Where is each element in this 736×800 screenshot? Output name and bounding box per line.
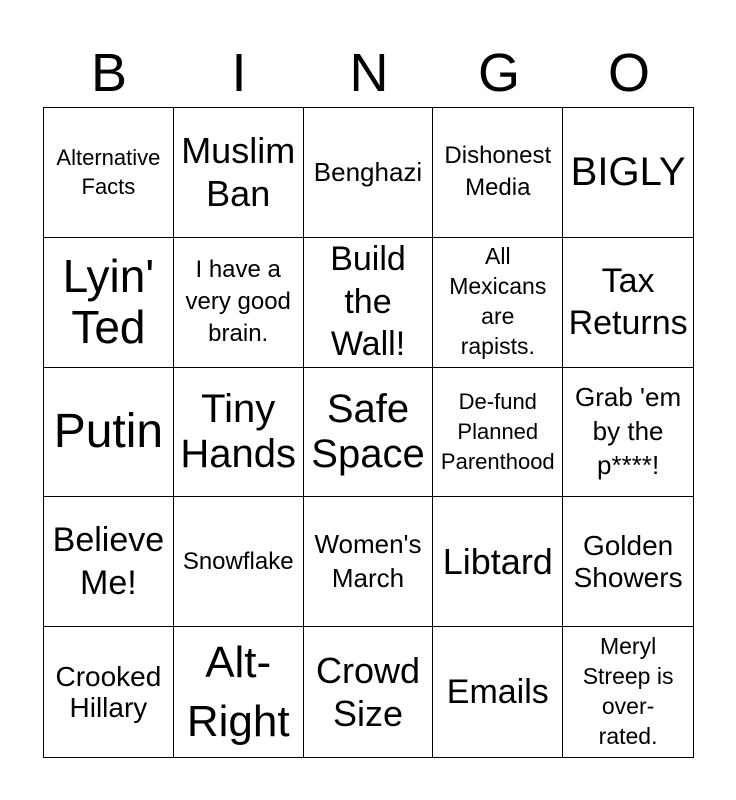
bingo-cell-r2-c1[interactable] (174, 368, 304, 498)
bingo-cell-r1-c3[interactable] (433, 238, 563, 368)
bingo-cell-r0-c3[interactable] (433, 108, 563, 238)
bingo-cell-r3-c3[interactable] (433, 497, 563, 627)
bingo-cell-text: Tax Returns (568, 261, 688, 343)
bingo-board (43, 107, 694, 758)
bingo-cell-r0-c4[interactable] (563, 108, 693, 238)
bingo-cell-r0-c1[interactable] (174, 108, 304, 238)
bingo-cell-text: Snowflake (182, 547, 294, 575)
bingo-cell-text: De-fund Planned Parenthood (440, 389, 555, 474)
bingo-cell-r1-c1[interactable] (174, 238, 304, 368)
bingo-cell-text: Muslim Ban (181, 130, 296, 215)
bingo-cell-r2-c0[interactable] (44, 368, 174, 498)
header-letter-g: G (477, 43, 520, 103)
bingo-cell-text: Safe Space (311, 387, 425, 476)
bingo-cell-r3-c1[interactable] (174, 497, 304, 627)
bingo-cell-r4-c4[interactable] (563, 627, 693, 757)
bingo-cell-text: BIGLY (570, 150, 686, 194)
bingo-cell-text: Emails (446, 672, 549, 711)
bingo-cell-text: Believe Me! (52, 521, 165, 602)
bingo-cell-r4-c1[interactable] (174, 627, 304, 757)
bingo-cell-text: Grab 'em by the p****! (575, 382, 682, 480)
bingo-cell-r2-c4[interactable] (563, 368, 693, 498)
bingo-cell-text: I have a very good brain. (185, 255, 291, 348)
header-letter-i: I (231, 43, 247, 103)
bingo-cell-text: Crowd Size (315, 649, 420, 735)
bingo-cell-r1-c2[interactable] (304, 238, 434, 368)
bingo-cell-text: Meryl Streep is over- rated. (582, 633, 674, 749)
bingo-cell-r4-c0[interactable] (44, 627, 174, 757)
bingo-cell-text: Build the Wall! (330, 240, 406, 364)
bingo-cell-text: Alternative Facts (56, 144, 161, 200)
bingo-cell-text: Lyin' Ted (62, 249, 155, 354)
bingo-cell-r4-c3[interactable] (433, 627, 563, 757)
bingo-cell-r4-c2[interactable] (304, 627, 434, 757)
bingo-cell-r0-c0[interactable] (44, 108, 174, 238)
header-letter-n: N (349, 43, 389, 103)
header-letter-o: O (607, 43, 650, 103)
bingo-cell-r2-c2[interactable] (304, 368, 434, 498)
bingo-cell-r2-c3[interactable] (433, 368, 563, 498)
bingo-cell-text: Putin (53, 404, 164, 458)
bingo-cell-text: All Mexicans are rapists. (449, 243, 547, 360)
bingo-cell-r1-c0[interactable] (44, 238, 174, 368)
header-letter-b: B (90, 43, 128, 103)
bingo-cell-r3-c2[interactable] (304, 497, 434, 627)
bingo-cell-text: Benghazi (313, 156, 423, 187)
bingo-cell-r3-c0[interactable] (44, 497, 174, 627)
bingo-cell-r3-c4[interactable] (563, 497, 693, 627)
bingo-header (44, 42, 694, 104)
bingo-cell-text: Libtard (442, 541, 553, 583)
bingo-cell-r1-c4[interactable] (563, 238, 693, 368)
bingo-cell-text: Alt- Right (186, 637, 290, 747)
bingo-cell-r0-c2[interactable] (304, 108, 434, 238)
bingo-cell-text: Women's March (314, 528, 422, 593)
bingo-cell-text: Tiny Hands (180, 387, 296, 476)
bingo-cell-text: Dishonest Media (444, 142, 552, 202)
bingo-cell-text: Crooked Hillary (55, 660, 162, 724)
bingo-cell-text: Golden Showers (573, 530, 683, 593)
